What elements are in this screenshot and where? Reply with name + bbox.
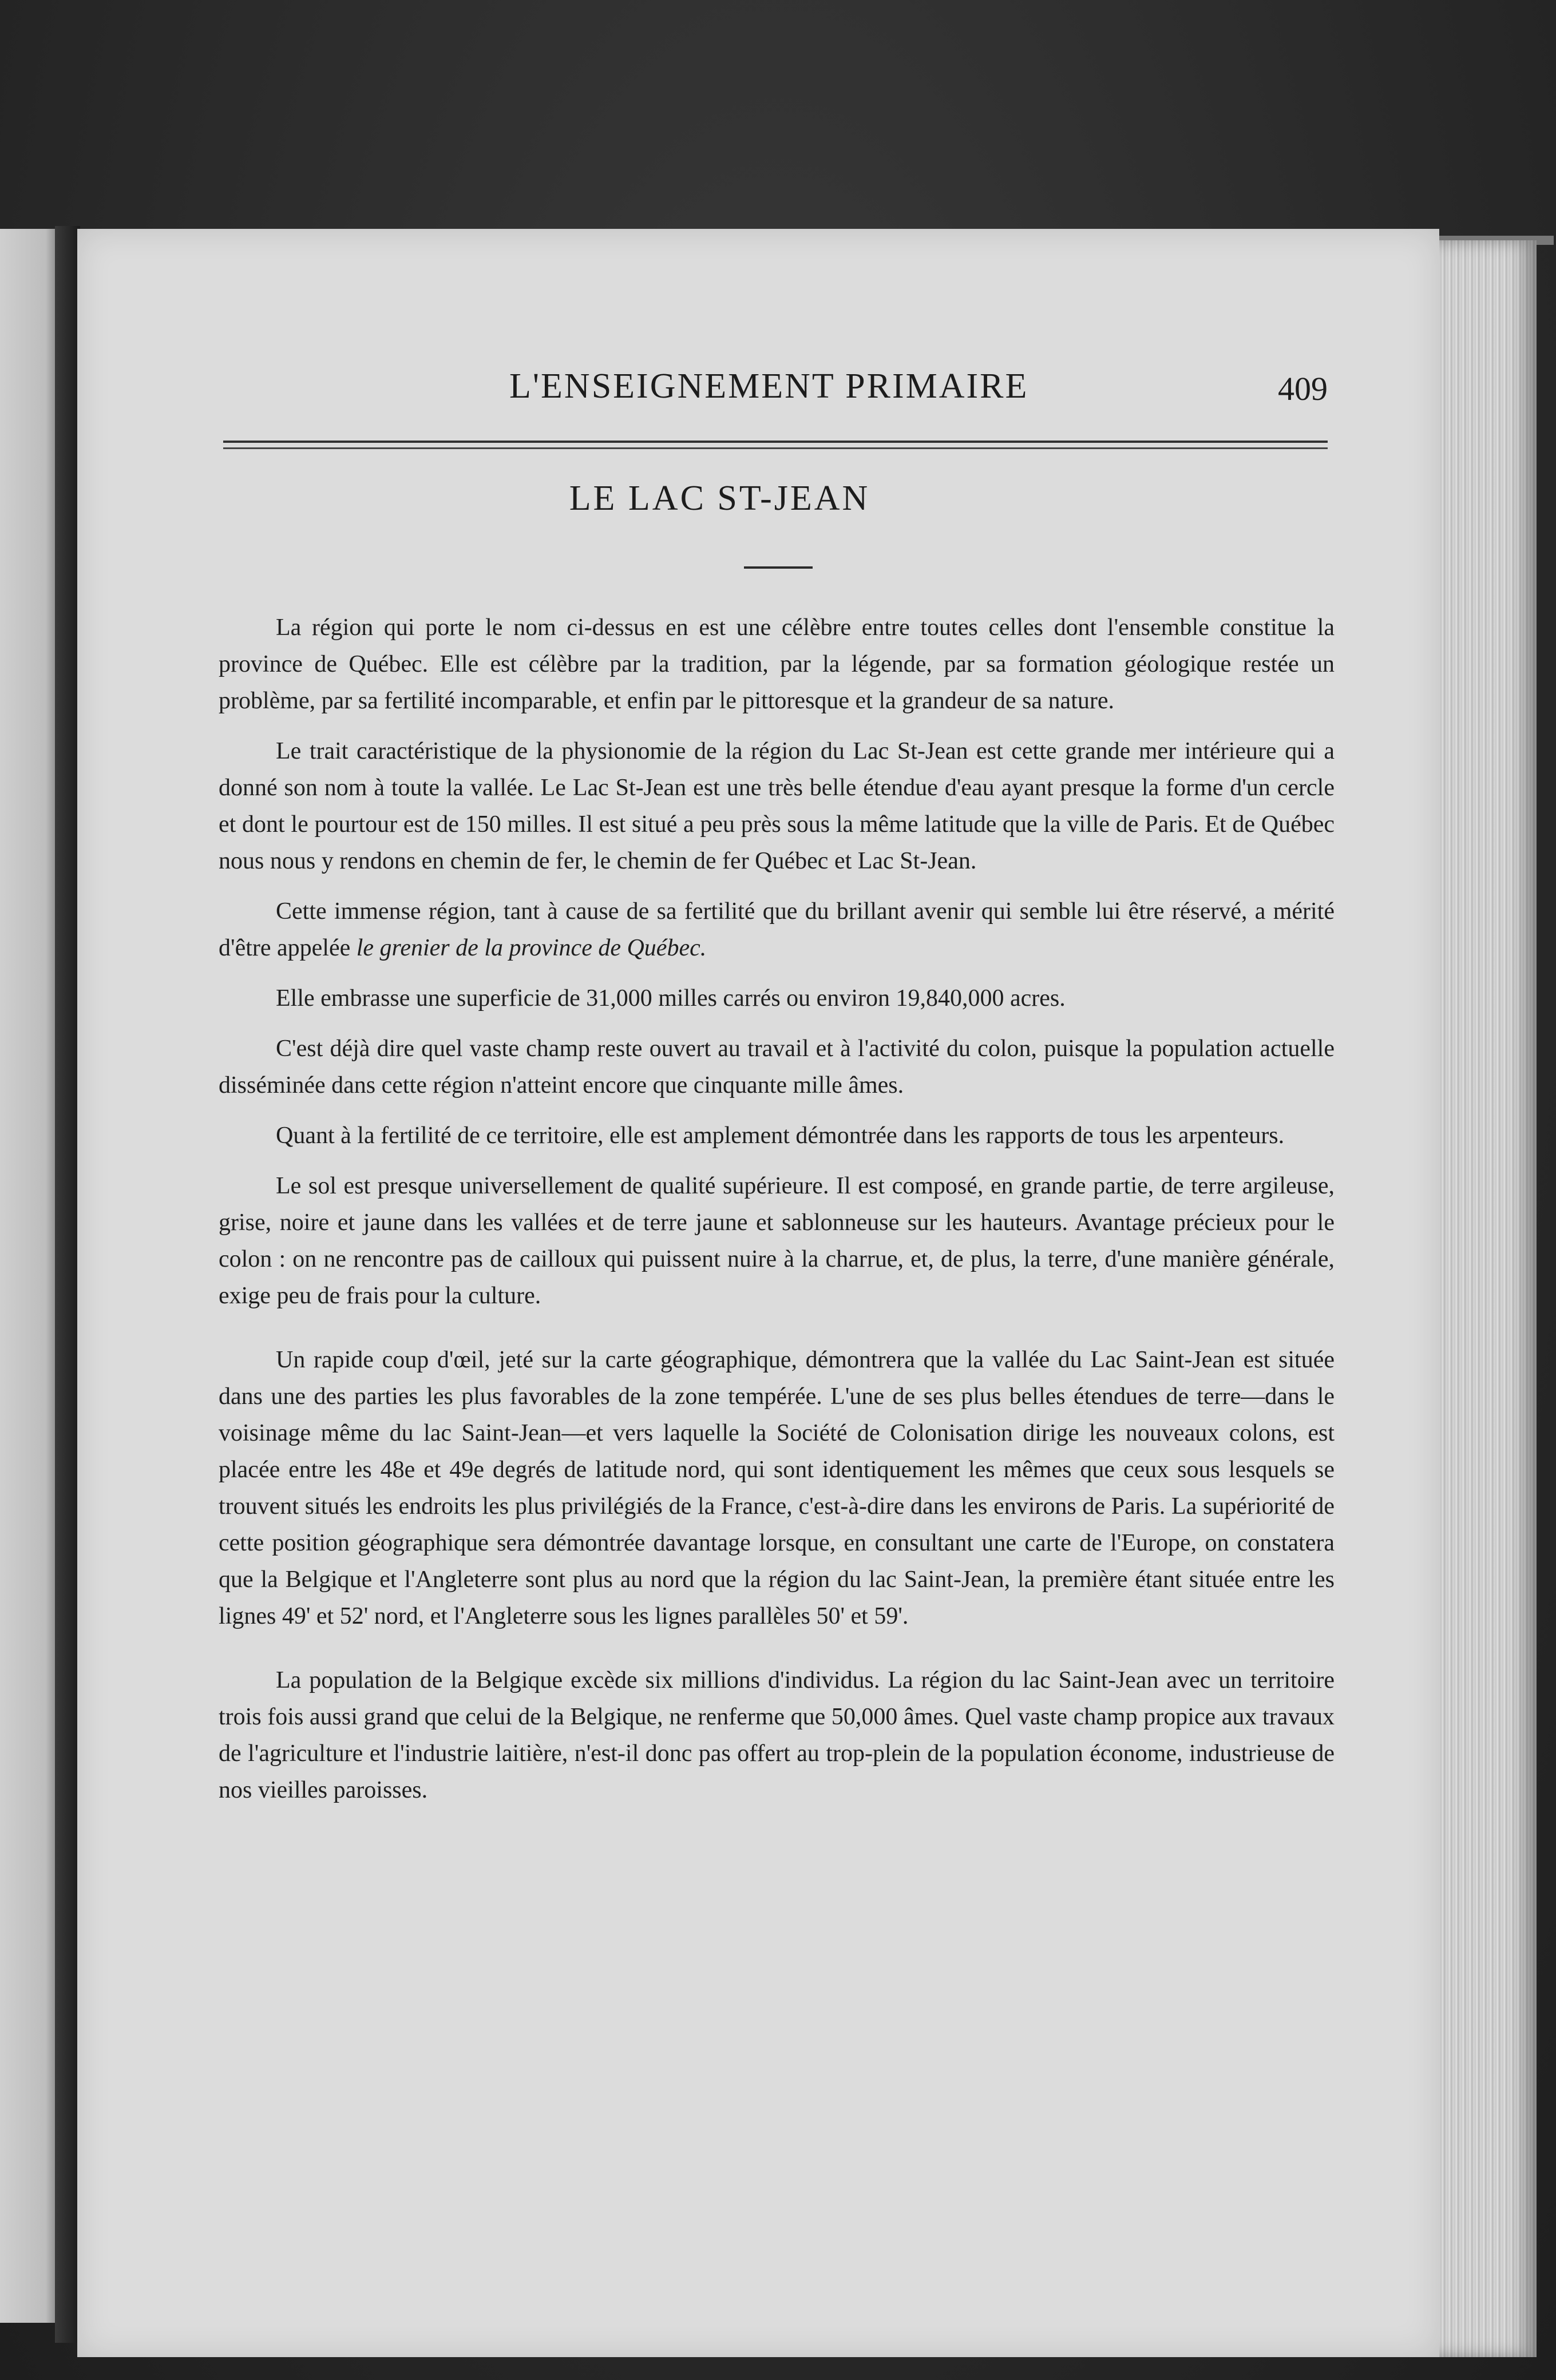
header-rule [223,441,1328,443]
paragraph: La région qui porte le nom ci-dessus en est une célèbre entre toutes celles dont l'ensemble constitue la province de Québec. Elle est célèbre par la tradition, par la légende, par sa formation géologique restée un problème, par sa fertilité incomparable, et enfin par le pittoresque et la grandeur de sa nature. [219,614,1335,714]
paragraph [219,893,1335,966]
running-title: L'ENSEIGNEMENT PRIMAIRE [509,367,1029,406]
paragraph: Elle embrasse une superficie de 31,000 milles carrés ou environ 19,840,000 acres. [276,985,1066,1011]
paragraph-text: Cette immense région, tant à cause de sa fertilité que du brillant avenir qui semble lui être réservé, a mérité d'être appelée [219,898,1335,961]
left-page-edge [0,229,57,2323]
article-title: LE LAC ST-JEAN [569,479,870,518]
paragraph: La population de la Belgique excède six millions d'individus. La région du lac Saint-Jean avec un territoire trois fois aussi grand que celui de la Belgique, ne renferme que 50,000 âmes. Quel vaste champ propice aux travaux de l'agriculture et l'industrie laitière, n'est-il donc pas offert au trop-plein de la population économe, industrieuse de nos vieilles paroisses. [219,1667,1335,1803]
paragraph: Quant à la fertilité de ce territoire, elle est amplement démontrée dans les rapports de tous les arpenteurs. [276,1122,1285,1149]
paragraph: Le trait caractéristique de la physionomie de la région du Lac St-Jean est cette grande mer intérieure qui a donné son nom à toute la vallée. Le Lac St-Jean est une très belle étendue d'eau ayant presque la forme d'un cercle et dont le pourtour est de 150 milles. Il est situé a peu près sous la même latitude que la ville de Paris. Et de Québec nous nous y rendons en chemin de fer, le chemin de fer Québec et Lac St-Jean. [219,738,1335,874]
article-body [219,609,1335,1822]
header-rule-secondary [223,447,1328,449]
paragraph: C'est déjà dire quel vaste champ reste ouvert au travail et à l'activité du colon, puisque la population actuelle disséminée dans cette région n'atteint encore que cinquante mille âmes. [219,1036,1335,1098]
page-header [223,366,1328,412]
page-number: 409 [1278,370,1328,407]
paragraph: Le sol est presque universellement de qualité supérieure. Il est composé, en grande partie, de terre argileuse, grise, noire et jaune dans les vallées et de terre jaune et sablonneuse sur les hauteurs. Avantage précieux pour le colon : on ne rencontre pas de cailloux qui puissent nuire à la charrue, et, de plus, la terre, d'une manière générale, exige peu de frais pour la culture. [219,1173,1335,1309]
book-spine-shadow [55,226,80,2343]
page-stack-edges [1439,240,1537,2357]
italic-phrase: le grenier de la province de Québec. [356,935,707,961]
paragraph: Un rapide coup d'œil, jeté sur la carte géographique, démontrera que la vallée du Lac Saint-Jean est située dans une des parties les plus favorables de la zone tempérée. L'une de ses plus belles étendues de terre—dans le voisinage même du lac Saint-Jean—et vers laquelle la Société de Colonisation dirige les nouveaux colons, est placée entre les 48e et 49e degrés de latitude nord, qui sont identiquement les mêmes que ceux sous lesquels se trouvent situés les endroits les plus privilégiés de la France, c'est-à-dire dans les environs de Paris. La supériorité de cette position géographique sera démontrée davantage lorsque, en consultant une carte de l'Europe, on constatera que la Belgique et l'Angleterre sont plus au nord que la région du lac Saint-Jean, la première étant située entre les lignes 49' et 52' nord, et l'Angleterre sous les lignes parallèles 50' et 59'. [219,1347,1335,1629]
title-divider [744,566,813,569]
